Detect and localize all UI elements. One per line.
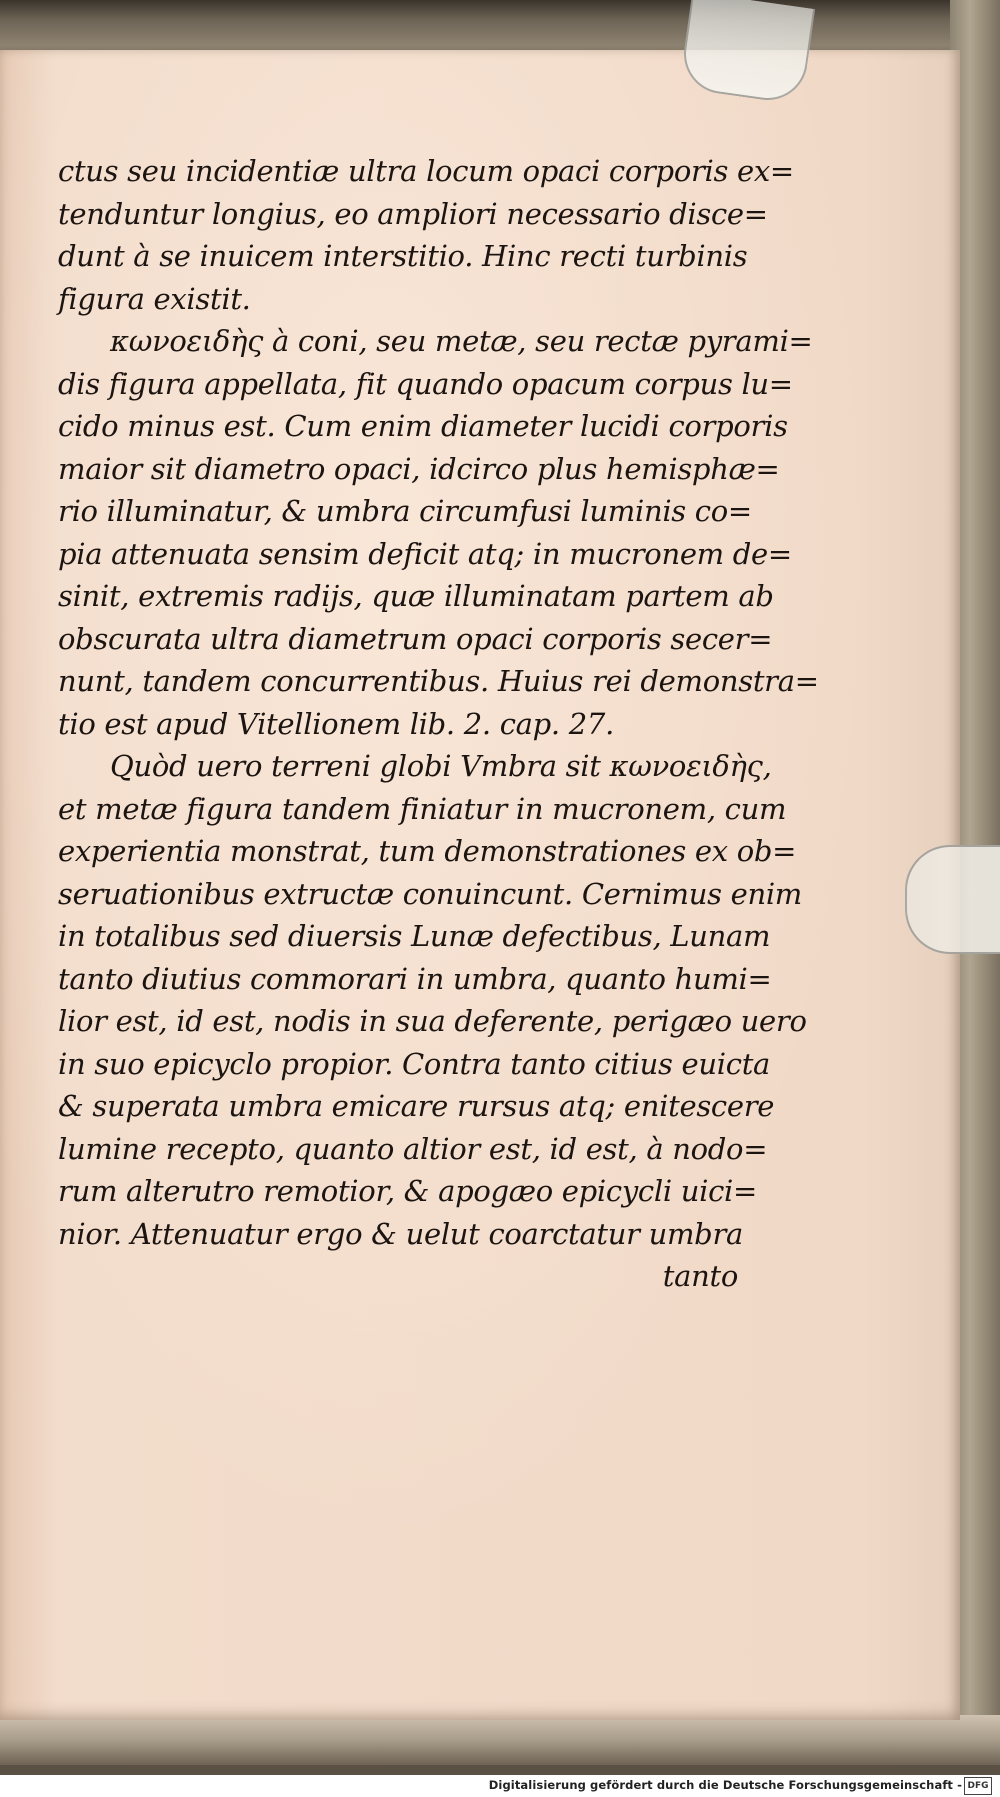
text-line: obscurata ultra diametrum opaci corporis secer= bbox=[58, 621, 773, 656]
text-line: figura existit. bbox=[58, 281, 251, 316]
text-line: κωνοειδὴς à coni, seu metæ, seu rectæ pyrami= bbox=[110, 324, 813, 358]
digitization-footer bbox=[0, 1775, 1000, 1797]
text-line: sinit, extremis radijs, quæ illuminatam partem ab bbox=[58, 579, 774, 613]
text-line: in totalibus sed diuersis Lunæ defectibus, Lunam bbox=[58, 919, 771, 953]
text-line: lior est, id est, nodis in sua deferente, perigæo uero bbox=[58, 1004, 807, 1038]
funding-credit: Digitalisierung gefördert durch die Deutsche Forschungsgemeinschaft - bbox=[488, 1778, 962, 1792]
text-line: tio est apud Vitellionem lib. 2. cap. 27. bbox=[58, 706, 614, 741]
text-line: nior. Attenuatur ergo & uelut coarctatur umbra bbox=[58, 1216, 743, 1251]
text-line: seruationibus extructæ conuincunt. Cernimus enim bbox=[58, 876, 802, 911]
text-line: dis figura appellata, fit quando opacum corpus lu= bbox=[58, 366, 793, 401]
page-text bbox=[58, 150, 819, 1298]
text-line: rum alterutro remotior, & apogæo epicycli uici= bbox=[58, 1174, 758, 1208]
text-line: rio illuminatur, & umbra circumfusi luminis co= bbox=[58, 494, 752, 528]
text-line: Quòd uero terreni globi Vmbra sit κωνοειδὴς, bbox=[110, 749, 772, 783]
text-line: in suo epicyclo propior. Contra tanto citius euicta bbox=[58, 1046, 771, 1081]
text-line: dunt à se inuicem interstitio. Hinc recti turbinis bbox=[58, 239, 748, 273]
text-line: maior sit diametro opaci, idcirco plus hemisphæ= bbox=[58, 451, 780, 486]
page-bottom-edge bbox=[0, 1715, 1000, 1765]
text-line: experientia monstrat, tum demonstrationes ex ob= bbox=[58, 834, 797, 868]
dfg-logo: DFG bbox=[964, 1777, 992, 1795]
text-line: cido minus est. Cum enim diameter lucidi corporis bbox=[58, 409, 788, 443]
text-line: ctus seu incidentiæ ultra locum opaci corporis ex= bbox=[58, 154, 794, 188]
text-line: tenduntur longius, eo ampliori necessario disce= bbox=[58, 196, 768, 231]
catchword: tanto bbox=[662, 1259, 738, 1293]
text-line: pia attenuata sensim deficit atq; in mucronem de= bbox=[58, 536, 792, 571]
text-line: et metæ figura tandem finiatur in mucronem, cum bbox=[58, 791, 787, 826]
text-line: & superata umbra emicare rursus atq; enitescere bbox=[58, 1089, 775, 1123]
text-line: tanto diutius commorari in umbra, quanto humi= bbox=[58, 961, 772, 996]
text-line: nunt, tandem concurrentibus. Huius rei demonstra= bbox=[58, 664, 819, 698]
text-line: lumine recepto, quanto altior est, id est, à nodo= bbox=[58, 1131, 768, 1166]
page-clip-side bbox=[905, 845, 1000, 954]
